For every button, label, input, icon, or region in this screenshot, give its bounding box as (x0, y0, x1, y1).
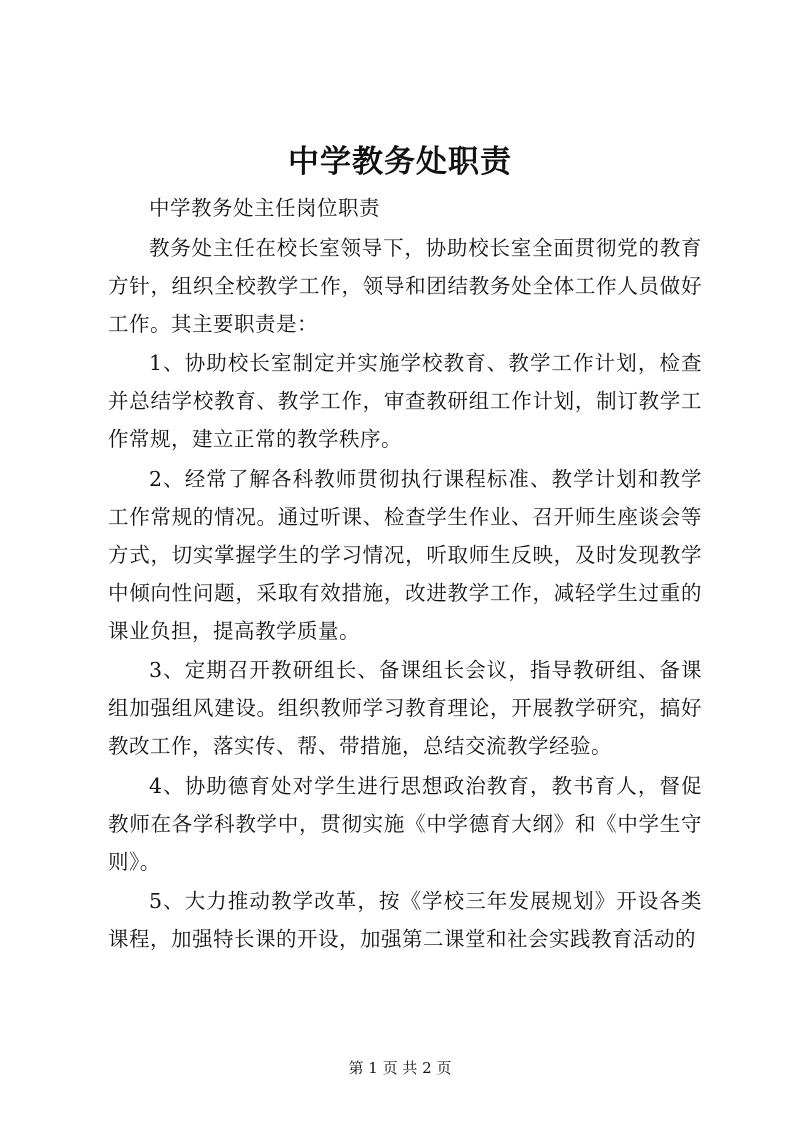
page-footer: 第 1 页 共 2 页 (348, 1059, 452, 1077)
paragraph-intro: 教务处主任在校长室领导下，协助校长室全面贯彻党的教育方针，组织全校教学工作，领导和团结教务处全体工作人员做好工作。其主要职责是： (108, 235, 702, 336)
paragraph-item-2: 2、经常了解各科教师贯彻执行课程标准、教学计划和教学工作常规的情况。通过听课、检查学生作业、召开师生座谈会等方式，切实掌握学生的学习情况，听取师生反映，及时发现教学中倾向性问题，采取有效措施，改进教学工作，减轻学生过重的课业负担，提高教学质量。 (108, 466, 702, 643)
paragraph-item-1: 1、协助校长室制定并实施学校教育、教学工作计划，检查并总结学校教育、教学工作，审查教研组工作计划，制订教学工作常规，建立正常的教学秩序。 (108, 351, 702, 451)
document-title: 中学教务处职责 (288, 144, 512, 180)
paragraph-item-4: 4、协助德育处对学生进行思想政治教育，教书育人，督促教师在各学科教学中，贯彻实施《中学德育大纲》和《中学生守则》。 (108, 773, 702, 874)
paragraph-item-3: 3、定期召开教研组长、备课组长会议，指导教研组、备课组加强组风建设。组织教师学习教育理论，开展教学研究，搞好教改工作，落实传、帮、带措施，总结交流教学经验。 (108, 658, 702, 758)
document-body (108, 189, 702, 960)
section-heading: 中学教务处主任岗位职责 (149, 196, 380, 220)
paragraph-item-5: 5、大力推动教学改革，按《学校三年发展规划》开设各类课程，加强特长课的开设，加强第二课堂和社会实践教育活动的 (108, 889, 702, 951)
